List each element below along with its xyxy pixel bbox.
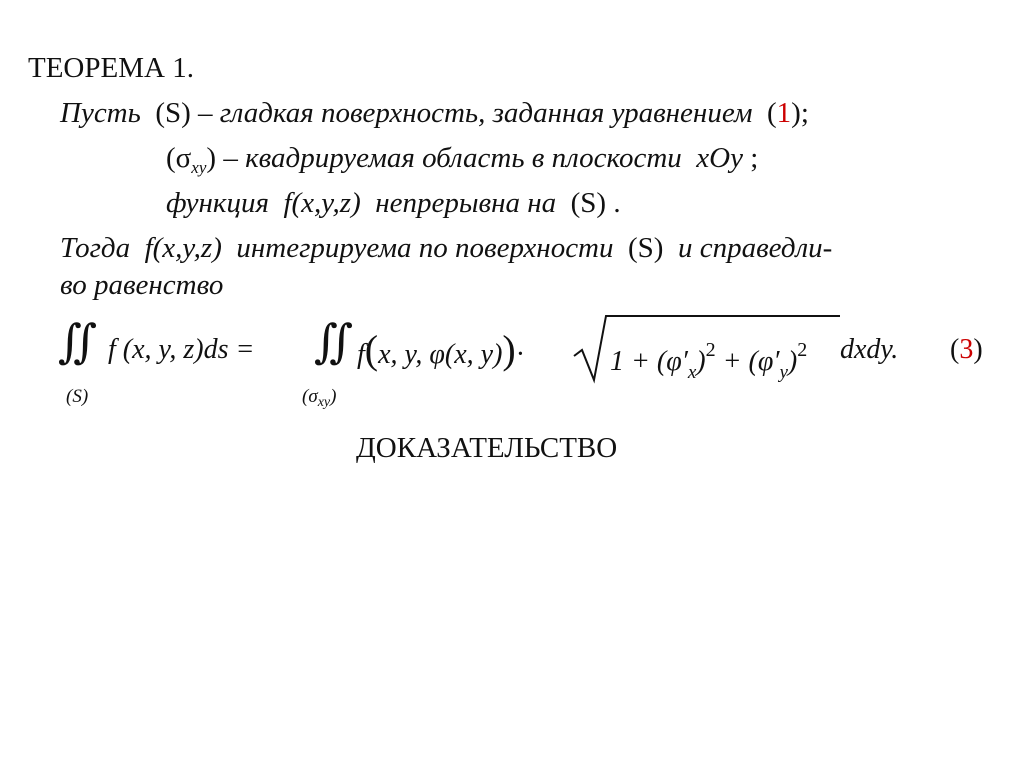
conclusion-tail: и справедли- <box>677 232 833 264</box>
rhs-close-paren: ) <box>502 327 516 372</box>
domain-description: – квадрируемая область в плоскости <box>223 142 682 174</box>
surface-symbol: (S) <box>155 97 191 129</box>
plane-name: xOy <box>696 142 743 174</box>
rhs-limit-open: (σ <box>302 386 318 407</box>
eq-ref-number: 1 <box>776 97 792 129</box>
proof-label: ДОКАЗАТЕЛЬСТВО <box>356 432 618 464</box>
function-expression: f(x,y,z) <box>144 232 222 264</box>
eq-number-open: ( <box>950 334 960 365</box>
subscript-y: y <box>779 362 788 383</box>
subscript-x: x <box>687 362 697 383</box>
rhs-open-paren: ( <box>364 327 379 372</box>
then-word: Тогда <box>60 232 131 264</box>
double-integral-sign-left: ∬ <box>58 316 98 367</box>
differential: dxdy. <box>840 334 899 365</box>
eq-number-close: ) <box>973 334 983 365</box>
line-end: . <box>613 187 621 219</box>
rhs-integrand <box>357 327 526 372</box>
equation-reference <box>767 97 809 129</box>
double-integral-sign-right: ∬ <box>314 316 354 367</box>
lhs-integrand: f (x, y, z)ds = <box>108 334 255 365</box>
surface-description: – гладкая поверхность, заданная уравнением <box>198 97 753 129</box>
continuity-text: непрерывна на <box>375 187 557 219</box>
radicand-part-d: ) <box>787 346 798 377</box>
conclusion-line-2: во равенство <box>60 269 224 301</box>
eq-ref-close: ); <box>791 97 809 129</box>
surface-symbol: (S) <box>628 232 664 264</box>
radicand <box>610 335 807 388</box>
eq-ref-open: ( <box>766 97 777 129</box>
multiplication-dot: · <box>515 339 526 370</box>
theorem-title: ТЕОРЕМА 1. <box>28 52 194 84</box>
lead-word: Пусть <box>60 97 141 129</box>
equation-number <box>950 335 983 365</box>
hypothesis-line-2 <box>166 142 758 184</box>
radicand-part-a: 1 + (φ′ <box>610 346 688 377</box>
surface-symbol: (S) <box>570 187 607 219</box>
line-end: ; <box>750 142 759 174</box>
domain-close: ) <box>206 142 217 174</box>
radicand-part-c: + (φ′ <box>715 346 780 377</box>
domain-subscript: xy <box>191 158 207 177</box>
rhs-function: f <box>357 339 365 370</box>
integrable-text: интегрируема по поверхности <box>236 232 614 264</box>
function-expression: f(x,y,z) <box>283 187 361 219</box>
domain-symbol <box>166 142 217 177</box>
exponent-2-second: 2 <box>797 339 808 361</box>
domain-open: (σ <box>166 142 192 174</box>
hypothesis-line-1 <box>60 97 809 129</box>
function-word: функция <box>166 187 269 219</box>
rhs-limit <box>302 387 336 413</box>
eq-number-value: 3 <box>959 334 974 365</box>
conclusion-line-1 <box>60 232 832 264</box>
rhs-limit-close: ) <box>330 386 337 407</box>
hypothesis-line-3 <box>166 187 621 219</box>
exponent-2-first: 2 <box>705 339 716 361</box>
radicand-part-b: ) <box>696 346 706 377</box>
rhs-arguments: x, y, φ(x, y) <box>378 339 503 370</box>
lhs-limit: (S) <box>66 386 89 407</box>
rhs-limit-subscript: xy <box>317 395 331 410</box>
